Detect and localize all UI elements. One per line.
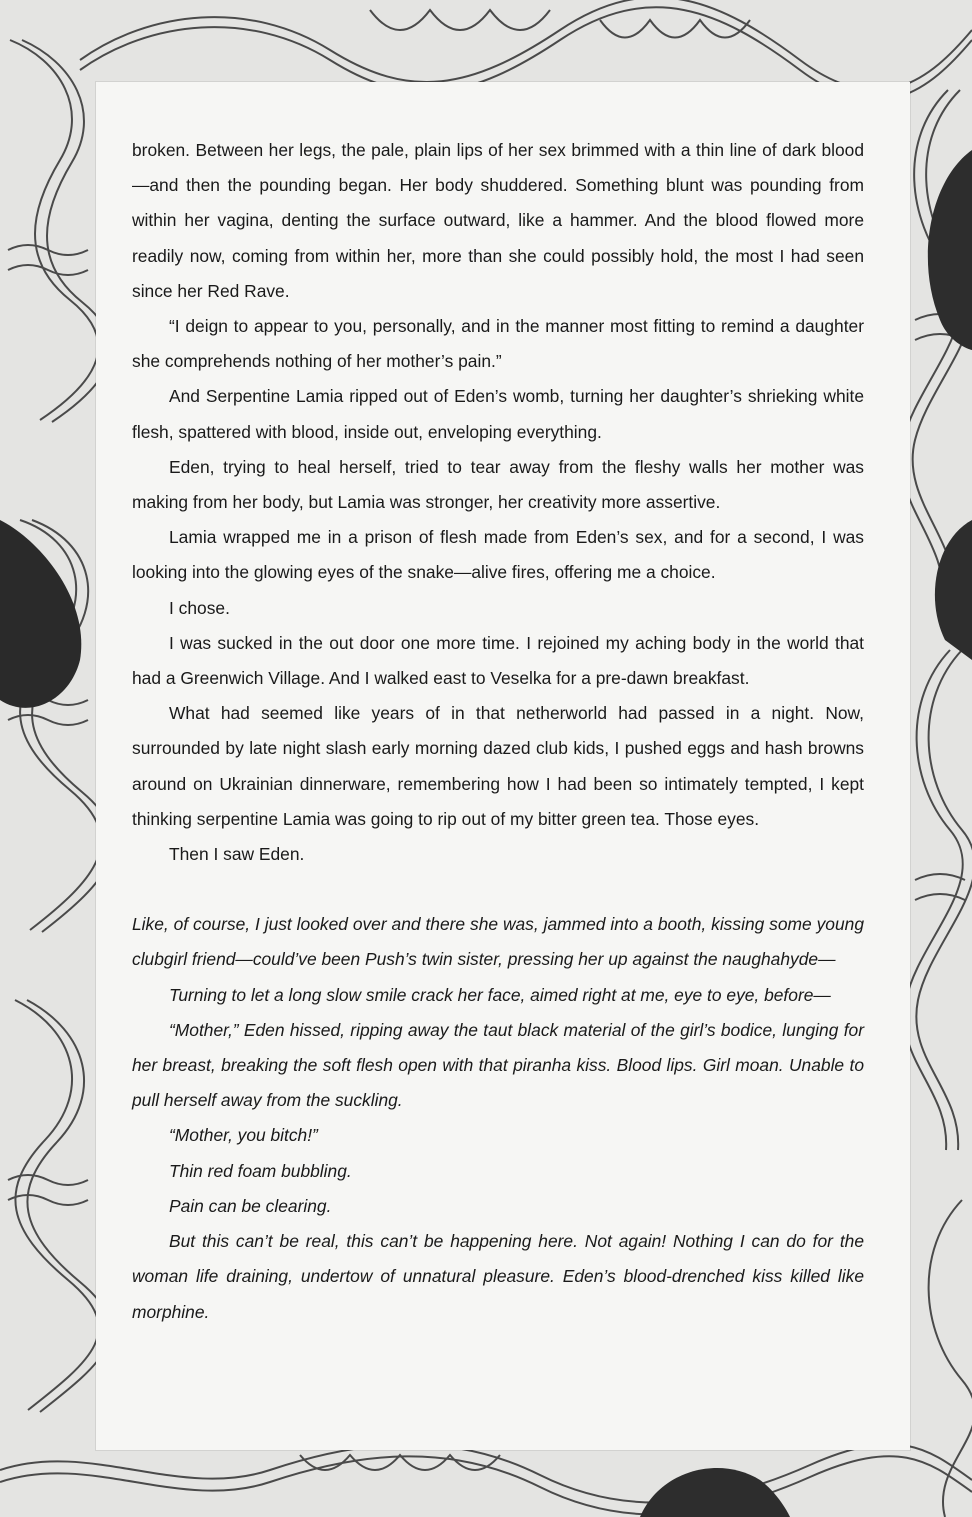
italic-paragraph: Thin red foam bubbling. <box>169 1160 352 1181</box>
paragraph: Eden, trying to heal herself, tried to tear away from the fleshy walls her mother was making from her body, but Lamia was stronger, her creativity more assertive. <box>132 456 864 513</box>
paragraph: “I deign to appear to you, personally, and in the manner most fitting to remind a daughter she comprehends nothing of her mother’s pain.” <box>132 316 864 372</box>
dark-hair-shape <box>0 520 81 708</box>
story-text <box>132 133 864 1330</box>
paragraph: Lamia wrapped me in a prison of flesh made from Eden’s sex, and for a second, I was looking into the glowing eyes of the snake—alive fires, offering me a choice. <box>132 527 864 583</box>
bottom-serpent-coils <box>0 1444 972 1514</box>
paragraph: broken. Between her legs, the pale, plain lips of her sex brimmed with a thin line of dark blood—and then the pounding began. Her body shuddered. Something blunt was pounding from within her vagina, denting the surface outward, like a hammer. And the blood flowed more readily now, coming from within her, more than she could possibly hold, the most I had seen since her Red Rave. <box>132 140 864 301</box>
italic-paragraph: Turning to let a long slow smile crack her face, aimed right at me, eye to eye, before— <box>169 984 831 1005</box>
paragraph: I was sucked in the out door one more time. I rejoined my aching body in the world that had a Greenwich Village. And I walked east to Veselka for a pre-dawn breakfast. <box>132 632 864 689</box>
section-break <box>132 872 864 907</box>
paragraph: Then I saw Eden. <box>169 844 305 865</box>
italic-paragraph: But this can’t be real, this can’t be happening here. Not again! Nothing I can do for the woman life draining, undertow of unnatural pleasure. Eden’s blood-drenched kiss killed like morphine. <box>132 1231 864 1322</box>
italic-paragraph: Pain can be clearing. <box>169 1195 332 1216</box>
paragraph: And Serpentine Lamia ripped out of Eden’s womb, turning her daughter’s shrieking white flesh, spattered with blood, inside out, enveloping everything. <box>132 386 864 442</box>
dark-figure-shape-bottom <box>640 1468 790 1517</box>
paragraph: I chose. <box>169 597 230 618</box>
italic-paragraph: Like, of course, I just looked over and there she was, jammed into a booth, kissing some young clubgirl friend—could’ve been Push’s twin sister, pressing her up against the naughahyde— <box>132 914 864 970</box>
dark-figure-shape-upper <box>928 150 972 350</box>
italic-paragraph: “Mother,” Eden hissed, ripping away the taut black material of the girl’s bodice, lunging for her breast, breaking the soft flesh open with that piranha kiss. Blood lips. Girl moan. Unable to pull herself away from the suckling. <box>132 1019 864 1111</box>
paragraph: What had seemed like years of in that netherworld had passed in a night. Now, surrounded by late night slash early morning dazed club kids, I pushed eggs and hash browns around on Ukrainian dinnerware, remembering how I had been so intimately tempted, I kept thinking serpentine Lamia was going to rip out of my bitter green tea. Those eyes. <box>132 703 864 829</box>
italic-paragraph: “Mother, you bitch!” <box>169 1125 318 1146</box>
